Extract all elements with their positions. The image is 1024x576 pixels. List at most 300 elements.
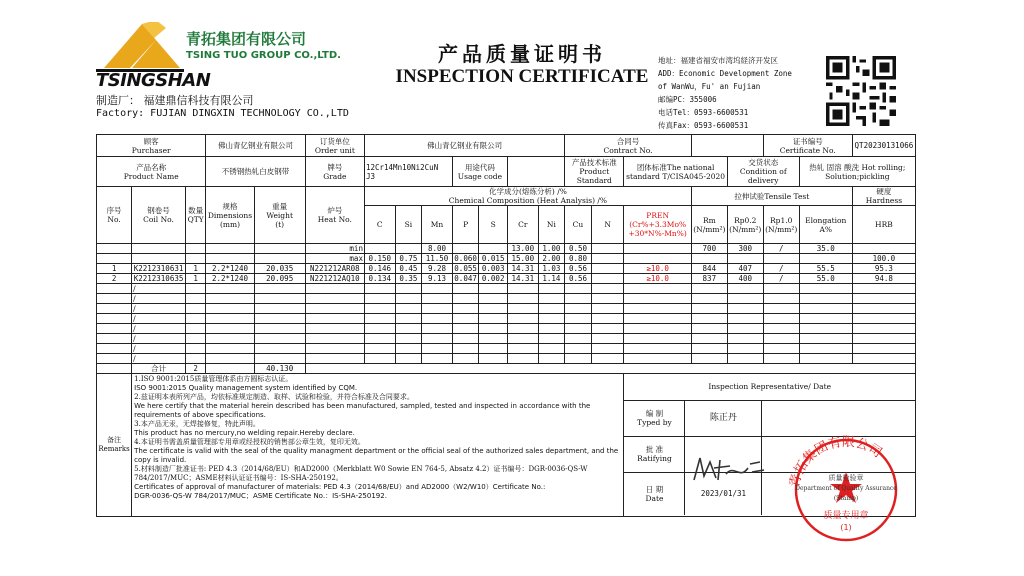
empty-cell xyxy=(422,354,453,364)
row-heat: N221212AQ10 xyxy=(305,274,364,284)
empty-cell xyxy=(727,294,763,304)
empty-cell xyxy=(452,354,479,364)
row-no: 2 xyxy=(97,274,132,284)
min-cell: / xyxy=(763,244,799,254)
empty-cell xyxy=(538,334,565,344)
max-cell xyxy=(763,254,799,264)
col-qty: 数量 QTY xyxy=(185,187,205,244)
total-blank xyxy=(206,364,254,374)
row-chem: 0.055 xyxy=(454,264,477,273)
col-weight: 重量 Weight (t) xyxy=(254,187,305,244)
col-seq: 序号 No. xyxy=(97,187,132,244)
row-dim: 2.2*1240 xyxy=(206,274,254,284)
empty-cell xyxy=(727,314,763,324)
empty-cell xyxy=(624,304,691,314)
certificate-value: QT20230131066 xyxy=(852,135,915,157)
delivery-value: 热轧 固溶 酸洗 Hot rolling; Solution;pickling xyxy=(799,157,915,187)
col-element: C xyxy=(364,206,395,244)
manufacturer-cn: 制造厂： 福建鼎信科技有限公司 xyxy=(96,94,254,107)
empty-cell xyxy=(799,304,852,314)
address-block xyxy=(658,54,828,132)
row-rp10: / xyxy=(763,274,799,284)
empty-cell xyxy=(565,284,592,294)
col-rm: Rm (N/mm²) xyxy=(691,206,727,244)
row-coil: K2212310631 xyxy=(132,264,186,274)
row-chem: 0.45 xyxy=(395,264,422,274)
remark-line: Certificates of approval of manufacturer of materials: PED 4.3（2014/68/EU）and AD2000（W2/W10）Certificate No.: xyxy=(134,483,546,491)
row-chem: 9.13 xyxy=(422,274,453,284)
empty-cell xyxy=(624,354,691,364)
empty-cell xyxy=(624,344,691,354)
row-chem: 9.28 xyxy=(422,264,453,274)
row-chem: 1.03 xyxy=(538,264,565,274)
max-cell: 0.80 xyxy=(565,254,592,264)
empty-cell xyxy=(507,344,538,354)
empty-cell xyxy=(624,324,691,334)
empty-cell xyxy=(727,304,763,314)
title-cn: 产品质量证明书 xyxy=(438,42,606,66)
empty-cell xyxy=(206,294,254,304)
empty-cell xyxy=(538,314,565,324)
empty-cell xyxy=(97,324,132,334)
order-unit-value: 佛山青亿钢业有限公司 xyxy=(364,135,564,157)
empty-cell xyxy=(206,334,254,344)
empty-cell xyxy=(305,324,364,334)
empty-cell xyxy=(591,294,624,304)
empty-cell xyxy=(799,314,852,324)
col-element: Mn xyxy=(422,206,453,244)
empty-cell xyxy=(254,294,305,304)
min-cell xyxy=(479,244,508,254)
empty-cell xyxy=(763,304,799,314)
empty-cell xyxy=(364,284,395,294)
empty-cell xyxy=(305,334,364,344)
empty-cell xyxy=(691,314,727,324)
col-rp02: Rp0.2 (N/mm²) xyxy=(727,206,763,244)
min-cell xyxy=(852,244,915,254)
max-cell xyxy=(624,254,691,264)
empty-cell xyxy=(565,304,592,314)
empty-marker: / xyxy=(132,314,186,324)
empty-cell xyxy=(364,324,395,334)
empty-cell xyxy=(97,344,132,354)
table-row xyxy=(97,274,916,284)
empty-cell xyxy=(565,334,592,344)
address-line: ADD：Economic Development Zone xyxy=(658,69,792,78)
col-element: Si xyxy=(395,206,422,244)
empty-cell xyxy=(799,344,852,354)
remark-line: DGR-0036-QS-W 784/2017/MUC；ASME Certificate No.：IS-SHA-250192. xyxy=(134,492,387,500)
remarks-label: 备注 Remarks xyxy=(97,374,132,517)
empty-cell xyxy=(364,304,395,314)
remarks-text xyxy=(132,374,624,517)
stamp-ring-text: 青拓集团有限公司 xyxy=(787,434,885,489)
empty-cell xyxy=(206,354,254,364)
empty-cell xyxy=(852,354,915,364)
min-label: min xyxy=(305,244,364,254)
empty-cell xyxy=(422,324,453,334)
empty-cell xyxy=(852,304,915,314)
row-pren: ≥10.0 xyxy=(624,274,691,284)
empty-cell xyxy=(591,344,624,354)
row-dim: 2.2*1240 xyxy=(206,264,254,274)
empty-cell xyxy=(479,334,508,344)
col-dim: 规格 Dimensions (mm) xyxy=(206,187,254,244)
empty-cell xyxy=(763,324,799,334)
row-qty: 1 xyxy=(185,274,205,284)
empty-cell xyxy=(591,334,624,344)
empty-cell xyxy=(185,334,205,344)
empty-cell xyxy=(691,294,727,304)
inspection-rep-title: Inspection Representative/ Date xyxy=(624,374,915,400)
row-qty: 1 xyxy=(185,264,205,274)
col-heat: 炉号 Heat No. xyxy=(305,187,364,244)
empty-cell xyxy=(395,284,422,294)
total-label: 合计 xyxy=(132,364,186,374)
stamp-word: (Stamp) xyxy=(833,495,859,502)
empty-cell xyxy=(852,334,915,344)
empty-cell xyxy=(763,314,799,324)
empty-cell xyxy=(691,284,727,294)
usage-value xyxy=(507,157,564,187)
row-chem: 0.56 xyxy=(565,274,592,284)
remark-line: ISO 9001:2015 Quality management system identified by CQM. xyxy=(134,384,358,392)
col-element: Ni xyxy=(538,206,565,244)
contract-value xyxy=(691,135,763,157)
empty-cell xyxy=(305,314,364,324)
standard-label: 产品技术标准 Product Standard xyxy=(565,157,624,187)
min-cell: 0.50 xyxy=(565,244,592,254)
row-chem: 0.146 xyxy=(364,264,395,274)
empty-cell xyxy=(727,354,763,364)
col-chem-title: 化学成分(熔炼分析) /% Chemical Composition (Heat Analysis) /% xyxy=(364,187,691,206)
empty-cell xyxy=(727,344,763,354)
empty-cell xyxy=(727,284,763,294)
empty-cell xyxy=(364,294,395,304)
empty-cell xyxy=(395,344,422,354)
col-element: N xyxy=(591,206,624,244)
row-chem: 14.31 xyxy=(507,274,538,284)
min-cell: 1.00 xyxy=(538,244,565,254)
qr-code-icon xyxy=(826,56,896,126)
empty-cell xyxy=(452,324,479,334)
row-rp02: 400 xyxy=(727,274,763,284)
row-chem: 14.31 xyxy=(507,264,538,274)
empty-cell xyxy=(206,344,254,354)
empty-marker: / xyxy=(132,324,186,334)
min-cell: 700 xyxy=(691,244,727,254)
empty-cell xyxy=(763,334,799,344)
signature-scribble xyxy=(690,454,770,484)
remark-line: 3.本产品无汞，无焊接修复，特此声明。 xyxy=(134,420,260,428)
empty-cell xyxy=(591,324,624,334)
empty-cell xyxy=(185,324,205,334)
empty-cell xyxy=(305,344,364,354)
total-blank xyxy=(97,364,132,374)
empty-cell xyxy=(206,324,254,334)
empty-cell xyxy=(538,294,565,304)
empty-cell xyxy=(254,324,305,334)
remark-line: 2.兹证明本表所列产品，均依标准规定制造、取样、试验和检验，并符合标准及合同要求。 xyxy=(134,393,414,401)
empty-cell xyxy=(422,294,453,304)
col-element: P xyxy=(452,206,479,244)
date-label: 日 期 Date xyxy=(624,472,685,515)
empty-cell xyxy=(799,354,852,364)
empty-cell xyxy=(185,354,205,364)
row-chem: 0.56 xyxy=(565,264,592,274)
empty-cell xyxy=(422,314,453,324)
max-cell: 2.00 xyxy=(538,254,565,264)
empty-cell xyxy=(364,344,395,354)
empty-cell xyxy=(691,304,727,314)
empty-cell xyxy=(799,334,852,344)
row-chem: 0.047 xyxy=(454,274,477,283)
empty-cell xyxy=(364,314,395,324)
empty-cell xyxy=(206,284,254,294)
empty-cell xyxy=(305,304,364,314)
empty-cell xyxy=(395,334,422,344)
empty-cell xyxy=(185,314,205,324)
empty-cell xyxy=(452,334,479,344)
empty-cell xyxy=(507,354,538,364)
empty-cell xyxy=(591,284,624,294)
delivery-label: 交货状态 Condition of delivery xyxy=(727,157,799,187)
product-value: 不锈钢热轧白皮钢带 xyxy=(206,157,305,187)
typed-value: 陈正丹 xyxy=(685,400,762,436)
address-line: 地址：福建省福安市湾坞経济开发区 xyxy=(658,56,778,65)
row-chem: 0.002 xyxy=(479,274,508,284)
empty-cell xyxy=(727,324,763,334)
empty-cell xyxy=(507,314,538,324)
max-cell xyxy=(799,254,852,264)
empty-row xyxy=(97,304,916,314)
col-hrb: HRB xyxy=(852,206,915,244)
limits-max-row xyxy=(97,254,916,264)
remark-line: 4.本证明书需盖质量管理部专用章或经授权的销售部公章生效，复印无效。 xyxy=(134,438,365,446)
empty-cell xyxy=(565,324,592,334)
row-elong: 55.0 xyxy=(799,274,852,284)
row-hrb: 95.3 xyxy=(852,264,915,274)
empty-cell xyxy=(452,284,479,294)
ratify-label: 批 准 Ratifying xyxy=(624,436,685,472)
empty-cell xyxy=(185,284,205,294)
empty-cell xyxy=(479,304,508,314)
empty-cell xyxy=(254,284,305,294)
empty-cell xyxy=(763,354,799,364)
empty-row xyxy=(97,294,916,304)
empty-cell xyxy=(364,334,395,344)
empty-marker: / xyxy=(132,354,186,364)
empty-cell xyxy=(624,284,691,294)
address-line: of WanWu，Fu' an Fujian xyxy=(658,82,761,91)
empty-cell xyxy=(538,284,565,294)
empty-cell xyxy=(591,314,624,324)
max-cell xyxy=(691,254,727,264)
empty-cell xyxy=(799,324,852,334)
certificate-label: 证书编号 Certificate No. xyxy=(763,135,852,157)
empty-cell xyxy=(254,344,305,354)
purchaser-label: 顾客 Purchaser xyxy=(97,135,206,157)
empty-cell xyxy=(185,304,205,314)
min-cell: 8.00 xyxy=(422,244,453,254)
empty-cell xyxy=(507,304,538,314)
address-line: 电话Tel：0593-6600531 xyxy=(658,108,749,117)
contract-label: 合同号 Contract No. xyxy=(565,135,692,157)
company-name-cn: 青拓集团有限公司 xyxy=(186,30,307,48)
empty-cell xyxy=(422,284,453,294)
empty-cell xyxy=(395,324,422,334)
empty-cell xyxy=(305,354,364,364)
empty-cell xyxy=(452,344,479,354)
empty-row xyxy=(97,284,916,294)
address-line: 传真Fax：0593-6600531 xyxy=(658,121,749,130)
factory-en: Factory: FUJIAN DINGXIN TECHNOLOGY CO.,LTD xyxy=(96,108,349,119)
empty-cell xyxy=(479,354,508,364)
empty-cell xyxy=(479,294,508,304)
empty-cell xyxy=(763,294,799,304)
empty-marker: / xyxy=(132,294,186,304)
row-pren: ≥10.0 xyxy=(624,264,691,274)
empty-cell xyxy=(97,284,132,294)
max-cell: 0.150 xyxy=(364,254,395,264)
empty-cell xyxy=(206,314,254,324)
max-cell: 0.060 xyxy=(454,254,477,263)
title-en: INSPECTION CERTIFICATE xyxy=(395,66,649,87)
empty-cell xyxy=(591,354,624,364)
usage-label: 用途代码 Usage code xyxy=(452,157,507,187)
empty-cell xyxy=(538,354,565,364)
empty-cell xyxy=(799,284,852,294)
col-tensile-title: 拉伸试验Tensile Test xyxy=(691,187,852,206)
typed-label: 编 制 Typed by xyxy=(624,400,685,436)
empty-cell xyxy=(538,324,565,334)
empty-cell xyxy=(254,334,305,344)
col-hardness-title: 硬度 Hardness xyxy=(852,187,915,206)
row-heat: N221212AR08 xyxy=(305,264,364,274)
empty-cell xyxy=(591,304,624,314)
empty-cell xyxy=(507,294,538,304)
purchaser-value: 佛山青亿钢业有限公司 xyxy=(206,135,305,157)
row-elong: 55.5 xyxy=(799,264,852,274)
min-cell: 300 xyxy=(727,244,763,254)
row-chem: 0.134 xyxy=(364,274,395,284)
company-name-en: TSING TUO GROUP CO.,LTD. xyxy=(186,50,341,61)
quality-stamp xyxy=(782,432,910,542)
empty-cell xyxy=(507,284,538,294)
empty-cell xyxy=(97,354,132,364)
empty-cell xyxy=(206,304,254,314)
max-cell: 100.0 xyxy=(852,254,915,264)
empty-cell xyxy=(305,284,364,294)
remark-line: We here certify that the material herein described has been manufactured, sampled, tested and inspected in accordance with the requirements of above specifications. xyxy=(134,402,591,419)
empty-cell xyxy=(479,314,508,324)
empty-cell xyxy=(565,344,592,354)
empty-cell xyxy=(395,314,422,324)
stamp-center-cn: 质量检验章 xyxy=(828,474,864,482)
empty-marker: / xyxy=(132,344,186,354)
empty-cell xyxy=(97,334,132,344)
grade-label: 牌号 Grade xyxy=(305,157,364,187)
empty-cell xyxy=(565,294,592,304)
empty-cell xyxy=(852,344,915,354)
empty-cell xyxy=(422,344,453,354)
empty-cell xyxy=(479,324,508,334)
grade-value: 12Cr14Mn10Ni2CuN J3 xyxy=(364,157,452,187)
empty-cell xyxy=(254,304,305,314)
empty-cell xyxy=(565,354,592,364)
logo-wordmark: TSINGSHAN xyxy=(96,70,211,91)
remark-line: This product has no mercury,no welding repair.Hereby declare. xyxy=(134,429,355,437)
max-label: max xyxy=(305,254,364,264)
empty-cell xyxy=(624,314,691,324)
empty-cell xyxy=(624,334,691,344)
max-cell xyxy=(727,254,763,264)
empty-cell xyxy=(852,314,915,324)
empty-cell xyxy=(852,294,915,304)
row-hrb: 94.8 xyxy=(852,274,915,284)
min-cell xyxy=(591,244,624,254)
empty-row xyxy=(97,314,916,324)
empty-cell xyxy=(691,354,727,364)
col-rp10: Rp1.0 (N/mm²) xyxy=(763,206,799,244)
empty-marker: / xyxy=(132,304,186,314)
remark-line: 1.ISO 9001:2015质量管理体系由方圆标志认证。 xyxy=(134,375,293,383)
row-no: 1 xyxy=(97,264,132,274)
empty-cell xyxy=(479,284,508,294)
max-cell: 11.50 xyxy=(422,254,453,264)
empty-cell xyxy=(691,334,727,344)
empty-cell xyxy=(565,314,592,324)
total-blank xyxy=(305,364,915,374)
empty-row xyxy=(97,324,916,334)
empty-cell xyxy=(422,304,453,314)
empty-cell xyxy=(507,334,538,344)
row-rm: 844 xyxy=(691,264,727,274)
empty-cell xyxy=(254,354,305,364)
empty-cell xyxy=(691,324,727,334)
min-cell xyxy=(452,244,479,254)
empty-row xyxy=(97,334,916,344)
total-qty: 2 xyxy=(185,364,205,374)
max-cell: 0.015 xyxy=(479,254,508,264)
empty-cell xyxy=(852,284,915,294)
min-cell xyxy=(624,244,691,254)
row-chem xyxy=(591,274,624,284)
empty-cell xyxy=(763,344,799,354)
empty-row xyxy=(97,354,916,364)
empty-cell xyxy=(691,344,727,354)
empty-row xyxy=(97,344,916,354)
row-chem: 1.14 xyxy=(538,274,565,284)
max-cell: 0.75 xyxy=(395,254,422,264)
empty-cell xyxy=(624,294,691,304)
empty-cell xyxy=(254,314,305,324)
table-row xyxy=(97,264,916,274)
row-coil: K2212310635 xyxy=(132,274,186,284)
row-chem: 0.003 xyxy=(479,264,508,274)
limits-min-row xyxy=(97,244,916,254)
stamp-bottom-num: (1) xyxy=(840,523,852,532)
empty-cell xyxy=(422,334,453,344)
stamp-center-en: Department of Quality Assurance xyxy=(795,485,897,492)
max-cell: 15.00 xyxy=(507,254,538,264)
empty-cell xyxy=(305,294,364,304)
empty-marker: / xyxy=(132,334,186,344)
stamp-bottom-cn: 质量专用章 xyxy=(823,511,869,521)
empty-cell xyxy=(452,304,479,314)
total-weight: 40.130 xyxy=(254,364,305,374)
empty-cell xyxy=(185,344,205,354)
